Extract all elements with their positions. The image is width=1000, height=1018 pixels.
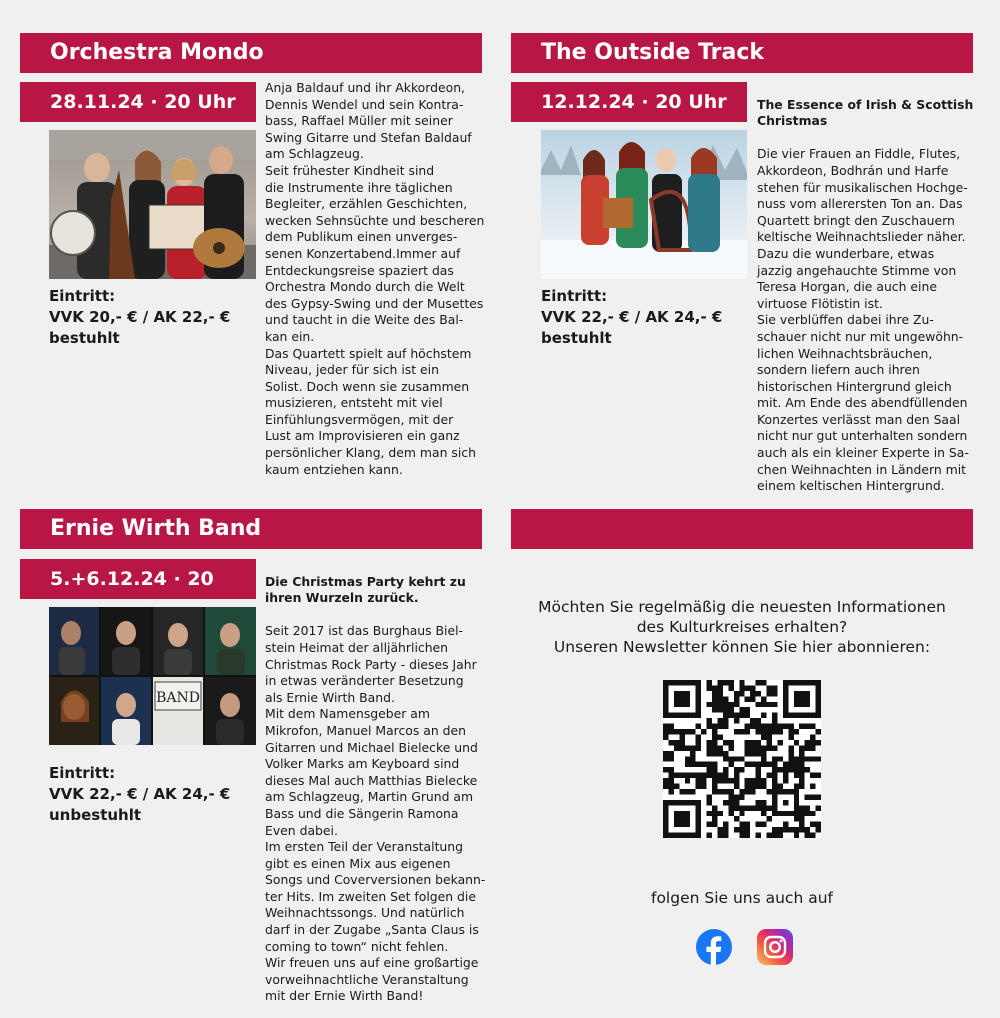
newsletter-header-bar (511, 509, 973, 549)
photo-orchestra-mondo (49, 130, 256, 279)
qr-code-pattern (663, 680, 821, 838)
facebook-icon[interactable] (696, 929, 732, 965)
description-orchestra-mondo: Anja Baldauf und ihr Akkordeon, Dennis Wendel und sein Kontra- bass, Raffael Müller mit seiner Swing Gitarre und Stefan Baldauf am Schlagzeug. Seit frühester Kindheit sind die Instrumente ihre täglichen Begleiter, erzählen Geschichten, wecken Sehnsüchte und bescheren dem Publikum einen unverges- senen Konzertabend.Immer auf Entdeckungsreise spaziert das Orchestra Mondo durch die Welt des Gypsy-Swing und der Musettes und taucht in die Weite des Bal- kan ein. Das Quartett spielt auf höchstem Niveau, jeder für sich ist ein Solist. Doch wenn sie zusammen musizieren, entsteht mit viel Einfühlungsvermögen, mit der Lust am Improvisieren ein ganz persönlicher Klang, dem man sich kaum entziehen kann. (265, 80, 485, 477)
seating-info: bestuhlt (49, 329, 120, 347)
description-body: Seit 2017 ist das Burghaus Biel- stein Heimat der alljährlichen Christmas Rock Party - dieses Jahr in etwas veränderter Besetzung als Ernie Wirth Band. Mit dem Namensgeber am Mikrofon, Manuel Marcos an den Gitarren und Michael Bielecke und Volker Marks am Keyboard sind dieses Mal auch Matthias Bielecke am Schlagzeug, Martin Grund am Bass und die Sängerin Ramona Even dabei. Im ersten Teil der Veranstaltung gibt es einen Mix aus eigenen Songs und Coverversionen bekann- ter Hits. Im zweiten Set folgen die Weihnachtssongs. Und natürlich darf in der Zugabe „Santa Claus is coming to town“ nicht fehlen. Wir freuen uns auf eine großartige vorweihnachtliche Veranstaltung mit der Ernie Wirth Band! (265, 623, 486, 1004)
price-block-ernie-wirth-band (49, 763, 230, 826)
event-title-orchestra-mondo: Orchestra Mondo (20, 33, 482, 73)
newsletter-qr-code[interactable] (663, 680, 821, 838)
band-sign-text: BAND (156, 690, 200, 706)
price-label: Eintritt: (541, 287, 608, 305)
price-value: VVK 22,- € / AK 24,- € (49, 785, 231, 803)
band-photo-illustration (49, 130, 256, 279)
facebook-glyph (696, 929, 732, 965)
event-date-outside-track: 12.12.24 · 20 Uhr (511, 82, 747, 122)
band-collage-illustration (49, 607, 256, 745)
description-headline: Die Christmas Party kehrt zu ihren Wurzeln zurück. (265, 573, 466, 606)
description-ernie-wirth-band (265, 557, 490, 1005)
photo-ernie-wirth-band (49, 607, 256, 745)
price-value: VVK 22,- € / AK 24,- € (541, 308, 723, 326)
seating-info: unbestuhlt (49, 806, 142, 824)
description-body: Die vier Frauen an Fiddle, Flutes, Akkordeon, Bodhrán und Harfe stehen für musikalischen Hochge- nuss vom allerersten Ton an. Das Quartett bringt den Zuschauern keltische Weihnachtslieder näher. Dazu die wunderbare, etwas jazzig angehauchte Stimme von Teresa Horgan, die auch eine virtuose Flötistin ist. Sie verblüffen dabei ihre Zu- schauer nicht nur mit ungewöhn- lichen Weihnachtsbräuchen, sondern liefern auch ihren historischen Hintergrund gleich mit. Am Ende des abendfüllenden Konzertes verlässt man den Saal nicht nur gut unterhalten sondern auch als ein kleiner Experte in Sa- chen Weihnachten in Ländern mit einem keltischen Hintergrund. (757, 146, 969, 494)
newsletter-text: Möchten Sie regelmäßig die neuesten Informationen des Kulturkreises erhalten? Unseren Newsletter können Sie hier abonnieren: (538, 598, 946, 656)
event-title-ernie-wirth-band: Ernie Wirth Band (20, 509, 482, 549)
band-photo-illustration (541, 130, 747, 279)
event-date-ernie-wirth-band: 5.+6.12.24 · 20 (20, 559, 256, 599)
event-date-orchestra-mondo: 28.11.24 · 20 Uhr (20, 82, 256, 122)
seating-info: bestuhlt (541, 329, 612, 347)
description-outside-track (757, 80, 982, 495)
photo-outside-track (541, 130, 747, 279)
price-block-outside-track (541, 286, 722, 349)
price-label: Eintritt: (49, 287, 116, 305)
event-title-outside-track: The Outside Track (511, 33, 973, 73)
instagram-icon[interactable] (757, 929, 793, 965)
price-block-orchestra-mondo (49, 286, 230, 349)
description-headline: The Essence of Irish & Scottish Christmas (757, 96, 974, 129)
follow-us-text: folgen Sie uns auch auf (650, 889, 833, 907)
price-value: VVK 20,- € / AK 22,- € (49, 308, 231, 326)
price-label: Eintritt: (49, 764, 116, 782)
instagram-glyph (757, 929, 793, 965)
